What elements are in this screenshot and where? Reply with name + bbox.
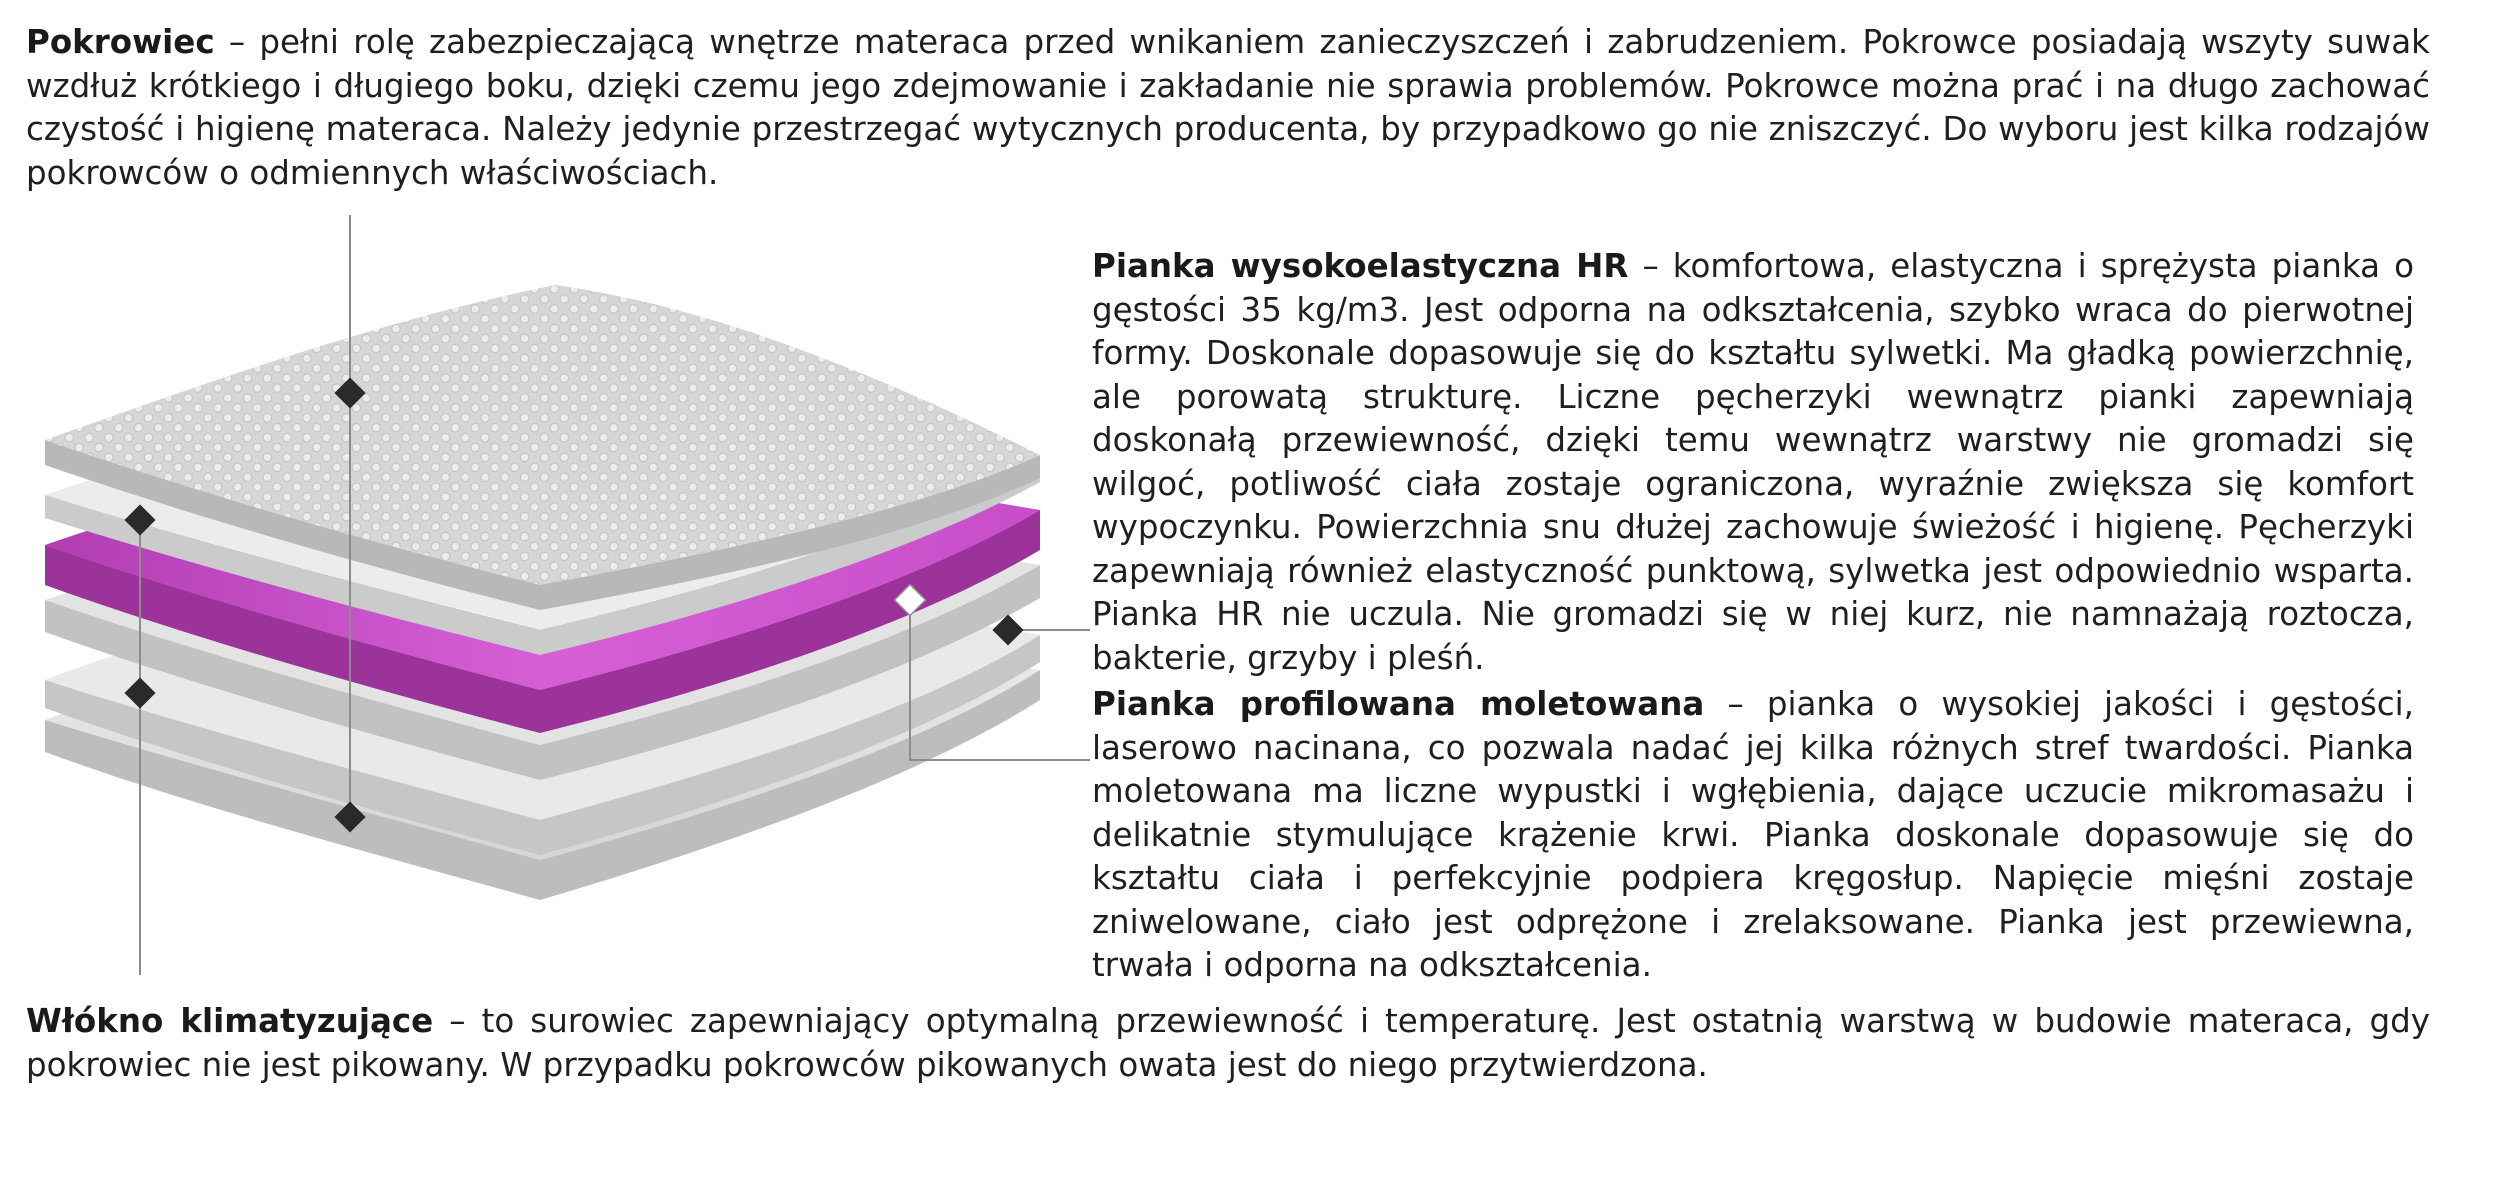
hr-foam-term: Pianka wysokoelastyczna HR (1092, 247, 1629, 285)
cover-term: Pokrowiec (26, 23, 215, 61)
hr-foam-text: – komfortowa, elastyczna i sprężysta pianka o gęstości 35 kg/m3. Jest odporna na odkształcenia, szybko wraca do pierwotnej formy. Doskonale dopasowuje się do kształtu sylwetki. Ma gładką powierzchnię, ale porowatą strukturę. Liczne pęcherzyki wewnątrz pianki zapewniają doskonałą przewiewność, dzięki temu wewnątrz warstwy nie gromadzi się wilgoć, potliwość ciała zostaje ograniczona, wyraźnie zwiększa się komfort wypoczynku. Powierzchnia snu dłużej zachowuje świeżość i higienę. Pęcherzyki zapewniają również elastyczność punktową, sylwetka jest odpowiednio wsparta. Pianka HR nie uczula. Nie gromadzi się w niej kurz, nie namnażają roztocza, bakterie, grzyby i pleśń. (1092, 247, 2415, 677)
fiber-description (26, 1000, 2430, 1087)
cover-text: – pełni rolę zabezpieczającą wnętrze materaca przed wnikaniem zanieczyszczeń i zabrudzeniem. Pokrowce posiadają wszyty suwak wzdłuż krótkiego i długiego boku, dzięki czemu jego zdejmowanie i zakładanie nie sprawia problemów. Pokrowce można prać i na długo zachować czystość i higienę materaca. Należy jedynie przestrzegać wytycznych producenta, by przypadkowo go nie zniszczyć. Do wyboru jest kilka rodzajów pokrowców o odmiennych właściwościach. (26, 23, 2430, 192)
profiled-foam-description (1092, 683, 2414, 988)
mattress-layers-illustration (0, 200, 1090, 1000)
hr-foam-description (1092, 245, 2414, 680)
fiber-text: – to surowiec zapewniający optymalną przewiewność i temperaturę. Jest ostatnią warstwą w budowie materaca, gdy pokrowiec nie jest pikowany. W przypadku pokrowców pikowanych owata jest do niego przytwierdzona. (26, 1002, 2430, 1084)
cover-description (26, 21, 2430, 195)
fiber-term: Włókno klimatyzujące (26, 1002, 434, 1040)
profiled-foam-term: Pianka profilowana moletowana (1092, 685, 1705, 723)
profiled-foam-text: – pianka o wysokiej jakości i gęstości, laserowo nacinana, co pozwala nadać jej kilka różnych stref twardości. Pianka moletowana ma liczne wypustki i wgłębienia, dające uczucie mikromasażu i delikatnie stymulujące krążenie krwi. Pianka doskonale dopasowuje się do kształtu ciała i perfekcyjnie podpiera kręgosłup. Napięcie mięśni zostaje zniwelowane, ciało jest odprężone i zrelaksowane. Pianka jest przewiewna, trwała i odporna na odkształcenia. (1092, 685, 2414, 984)
